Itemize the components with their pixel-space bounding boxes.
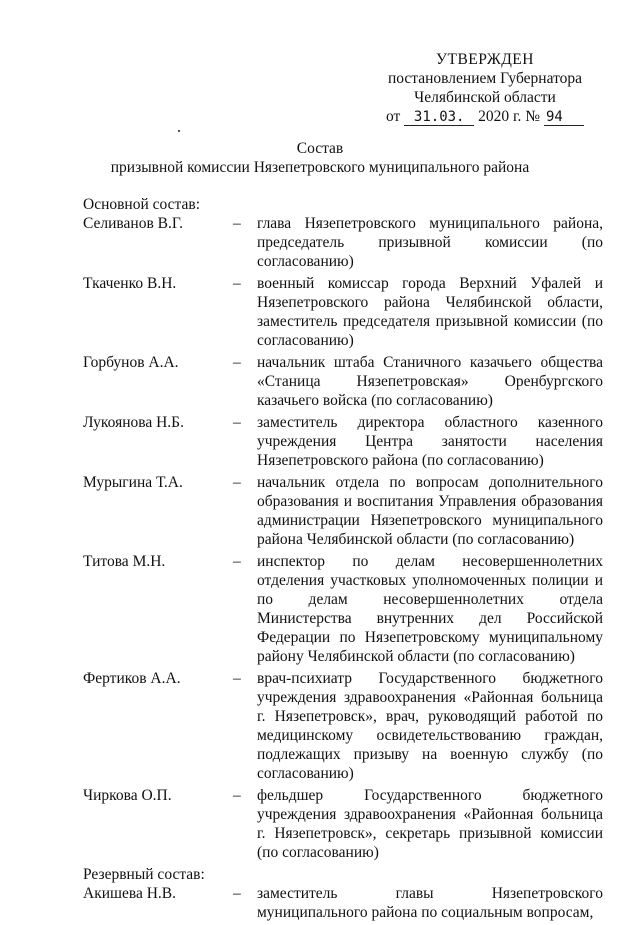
member-role: глава Нязепетровского муниципального района, председатель призывной комиссии (по согласованию): [257, 215, 603, 270]
member-row: [83, 669, 603, 783]
approval-region: Челябинской области: [414, 89, 556, 106]
member-row: [83, 552, 603, 666]
handwritten-number: 94: [544, 110, 584, 126]
member-role: врач-психиатр Государственного бюджетного учреждения здравоохранения «Районная больница г. Нязепетровск», врач, руководящий работой по медицинскому освидетельствованию граждан, подлежащих призыву на военную службу (по согласованию): [257, 670, 603, 782]
member-name: Чиркова О.П.: [83, 787, 172, 804]
member-role: начальник отдела по вопросам дополнительного образования и воспитания Управления образования администрации Нязепетровского муниципального района Челябинской области (по согласованию): [257, 474, 603, 548]
member-name: Титова М.Н.: [83, 553, 166, 570]
approval-stamp-block: [360, 50, 610, 126]
approval-date-line: [360, 107, 610, 126]
member-role: военный комиссар города Верхний Уфалей и Нязепетровского района Челябинской области, заместитель председателя призывной комиссии (по согласованию): [257, 275, 603, 349]
reserve-section-heading: Резервный состав:: [83, 866, 205, 883]
member-dash: –: [233, 670, 241, 687]
member-row: [83, 214, 603, 271]
main-section-heading: Основной состав:: [83, 196, 201, 213]
approval-heading: УТВЕРЖДЕН: [436, 51, 534, 68]
member-row: [83, 274, 603, 350]
member-row: [83, 786, 603, 862]
member-role: заместитель главы Нязепетровского муниципального района по социальным вопросам,: [257, 885, 603, 921]
member-name: Лукоянова Н.Б.: [83, 414, 184, 431]
member-row: [83, 884, 603, 922]
scan-speck: [178, 130, 180, 132]
member-dash: –: [233, 275, 241, 292]
approval-authority: постановлением Губернатора: [387, 70, 583, 87]
member-dash: –: [233, 215, 241, 232]
member-name: Горбунов А.А.: [83, 354, 179, 371]
member-row: [83, 473, 603, 549]
member-name: Селиванов В.Г.: [83, 215, 183, 232]
member-dash: –: [233, 474, 241, 491]
member-role: заместитель директора областного казенного учреждения Центра занятости населения Нязепетровского района (по согласованию): [257, 414, 603, 469]
member-dash: –: [233, 885, 241, 902]
document-title: [0, 139, 640, 177]
member-dash: –: [233, 553, 241, 570]
member-role: фельдшер Государственного бюджетного учреждения здравоохранения «Районная больница г. Нязепетровск», секретарь призывной комиссии (по согласованию): [257, 787, 603, 861]
member-name: Акишева Н.В.: [83, 885, 176, 902]
title-line-2: призывной комиссии Нязепетровского муниципального района: [110, 159, 530, 176]
handwritten-date: 31.03.: [404, 110, 474, 126]
member-dash: –: [233, 787, 241, 804]
member-dash: –: [233, 414, 241, 431]
year-text: 2020 г. №: [478, 108, 541, 125]
member-name: Мурыгина Т.А.: [83, 474, 183, 491]
member-row: [83, 353, 603, 410]
member-row: [83, 413, 603, 470]
member-role: инспектор по делам несовершеннолетних отделения участковых уполномоченных полиции и по делам несовершеннолетних отдела Министерства внутренних дел Российской Федерации по Нязепетровскому муниципальному району Челябинской области (по согласованию): [257, 553, 603, 665]
member-name: Ткаченко В.Н.: [83, 275, 177, 292]
member-role: начальник штаба Станичного казачьего общества «Станица Нязепетровская» Оренбургского казачьего войска (по согласованию): [257, 354, 603, 409]
title-line-1: Состав: [296, 140, 344, 157]
member-dash: –: [233, 354, 241, 371]
member-name: Фертиков А.А.: [83, 670, 181, 687]
date-prefix: от: [386, 108, 401, 125]
commission-members: [83, 195, 603, 925]
